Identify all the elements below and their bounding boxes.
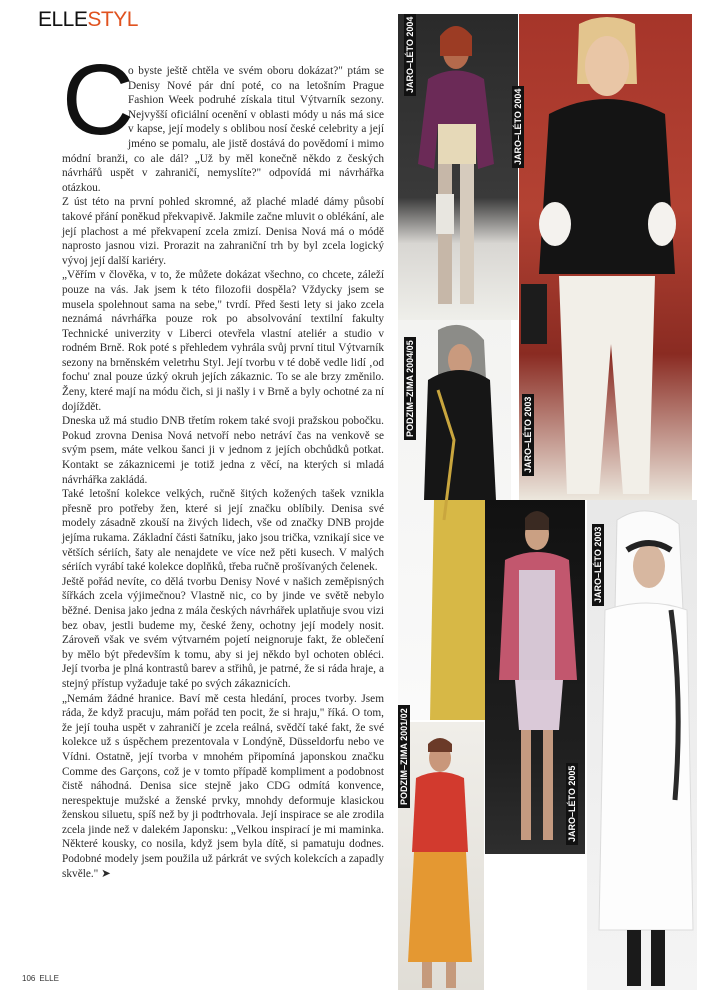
article-paragraph: Také letošní kolekce velkých, ručně šitých kožených tašek vznikla přesně pro potřeby žen, které si její značku oblíbily. Denisa své modely zásadně zkouší na živých lidech, vše od značky DNB projde jejíma rukama. Základní části šatníku, jako jsou trička, vznikají sice ve větších sériích, šaty ale nenajdete ve více než pěti kusech. V malých sériích vyrábí také kolekce doplňků, třeba ručně prošívaných čelenek. bbox=[62, 488, 384, 574]
page-footer bbox=[22, 974, 59, 983]
article-paragraph: Dneska už má studio DNB třetím rokem také svoji pražskou pobočku. Pokud zrovna Denisa Nová netvoří nebo netráví čas na venkově se svým psem, máte velkou šanci ji v jednom z jejích obchůdků potkat. Kontakt se zákaznicemi je totiž jedna z věcí, na kterých si mladá návrhářka zakládá. bbox=[62, 415, 384, 486]
runway-photo-purple-jacket bbox=[398, 14, 518, 320]
article-paragraph: „Věřím v člověka, v to, že můžete dokázat všechno, co chcete, záleží pouze na vás. Jak jsem k této filozofii dospěla? Vždycky jsem se musela spolehnout sama na sebe," tvrdí. Před šesti lety si jako zcela neznámá návrhářka pouze rok po absolvování textilní fakulty Technické univerzity v Liberci otevřela vlastní ateliér a studio v rodném Brně. Rok poté s přehledem vyhrála svůj první titul Výtvarník sezony na brněnském veletrhu Styl. Její tvorbu v té době vedle lidí ‚od fochu' znal pouze úzký okruh jejích zákaznic. To se ale brzy změnilo. Ženy, které mají na módu čich, si ji našly i v Brně a byly ochotné za ní dojíždět. bbox=[62, 269, 384, 413]
section-name: STYL bbox=[87, 8, 138, 31]
caption-spring-2005: JARO–LÉTO 2005 bbox=[566, 763, 578, 845]
caption-fall-2001: PODZIM–ZIMA 2001/02 bbox=[398, 705, 410, 808]
caption-spring-2003-b: JARO–LÉTO 2003 bbox=[592, 524, 604, 606]
article-paragraph: Z úst této na první pohled skromné, až plaché mladé dámy působí takové přání poněkud překvapivě. Jakmile začne mluvit o oblékání, ale její plachost a mé překvapení zcela zmizí. Denisa Nová má o módě naprosto jasnou vizi. Prorazit na zahraniční trh by byl zcela logický vývoj její další kariéry. bbox=[62, 196, 384, 267]
footer-brand: ELLE bbox=[39, 974, 59, 983]
article-column bbox=[62, 64, 384, 881]
caption-spring-2003: JARO–LÉTO 2003 bbox=[522, 394, 534, 476]
caption-spring-2004: JARO–LÉTO 2004 bbox=[404, 14, 416, 96]
caption-spring-2004-b: JARO–LÉTO 2004 bbox=[512, 86, 524, 168]
page-number: 106 bbox=[22, 974, 36, 983]
article-paragraph: „Nemám žádné hranice. Baví mě cesta hledání, proces tvorby. Jsem ráda, že když pracuju, mám pořád ten pocit, že si hraju," říká. O tom, že její touha uspět v zahraničí je zcela reálná, svědčí také fakt, že své kolekce už s úspěchem prezentovala v Londýně, Düsseldorfu nebo ve Vídni. Ostatně, její tvorba v mnohém připomíná japonskou značku Comme des Garçons, což je v tomto případě kompliment a podobnost čistě náhodná. Denisa sice stejně jako CDG odmítá konvence, nerespektuje mužské a ženské prvky, mnohdy deformuje klasickou ženskou siluetu, spíš než by ji podtrhovala. Její inspirace se ale zrodila zcela jinde než v dalekém Japonsku: „Velkou inspirací je mi maminka. Některé kousky, co nosila, když jsem byla dítě, si pamatuju dodnes. Podobné modely jsem použila už párkrát ve svých kolekcích a zapadly skvěle." ➤ bbox=[62, 692, 384, 880]
model-figure bbox=[398, 14, 518, 320]
caption-fall-2004: PODZIM–ZIMA 2004/05 bbox=[404, 337, 416, 440]
article-paragraph: o byste ještě chtěla ve svém oboru dokázat?" ptám se Denisy Nové pár dní poté, co na letošním Prague Fashion Week podruhé získala titul Výtvarník sezony. Nejvyšší oficiální ocenění v oblasti módy u nás má sice v kapse, její modely s oblibou nosí české celebrity a její jméno se pomalu, ale jistě dostává do povědomí i mimo módní branži, co ale dál? „Už by měl konečně někdo z českých návrhářů uspět v zahraničí, nemyslíte?" odpovídá mi návrhářka otázkou. bbox=[62, 65, 384, 194]
model-figure bbox=[398, 722, 484, 990]
drop-cap: C bbox=[61, 44, 135, 156]
model-figure bbox=[519, 14, 692, 500]
brand-logo: ELLE bbox=[38, 8, 88, 31]
runway-photo-black-top bbox=[519, 14, 692, 500]
section-header bbox=[38, 8, 138, 32]
runway-photo-red-top bbox=[398, 722, 484, 990]
article-paragraph: Ještě pořád nevíte, co dělá tvorbu Denisy Nové v našich zeměpisných šířkách zcela výjimečnou? Vlastně nic, co by jinde ve světě nebylo běžné. Denisa jako jedna z mála českých návrhářek uplatňuje svou vizi bez obav, jestli budeme my, české ženy, ochotny její modely nosit. Zároveň však ve svém výtvarném pojetí neignoruje fakt, že oblečení by mělo být především k tomu, aby si jej někdo byl ochoten obléci. Její tvorba je plná kontrastů barev a střihů, je patrné, že si ráda hraje, a stejný přístup vyžaduje také po svých zákaznicích. bbox=[62, 575, 384, 690]
